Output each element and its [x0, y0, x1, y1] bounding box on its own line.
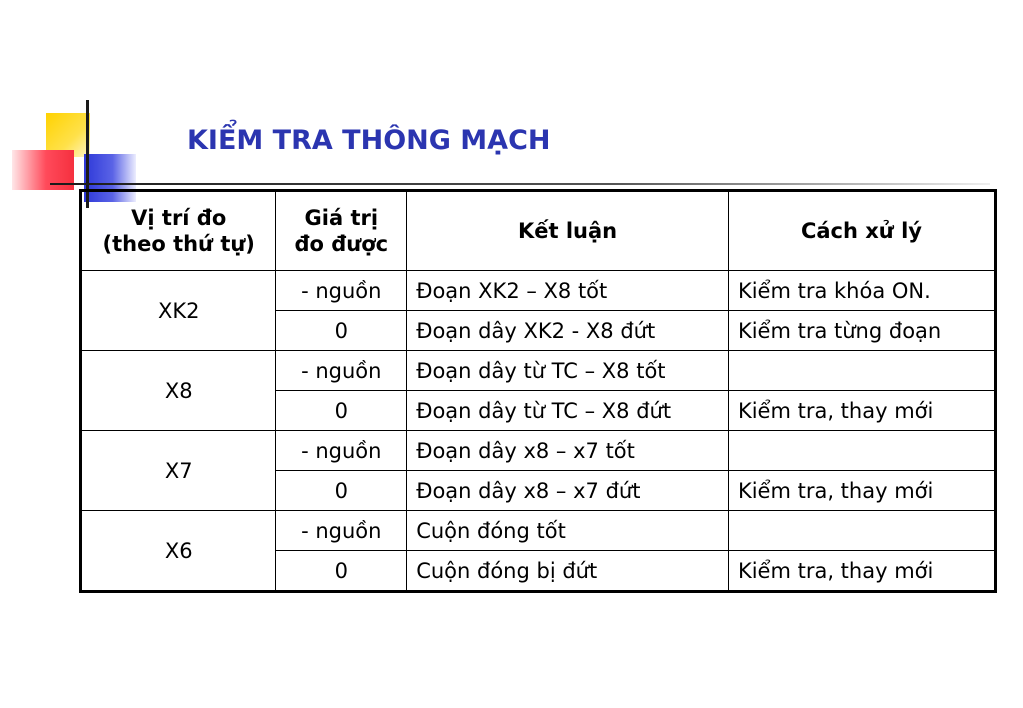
action-cell: Kiểm tra, thay mới [728, 551, 995, 592]
slide-title: KIỂM TRA THÔNG MẠCH [187, 125, 551, 156]
result-cell: Cuộn đóng bị đứt [407, 551, 729, 592]
value-cell: - nguồn [276, 511, 407, 551]
value-cell: 0 [276, 471, 407, 511]
header-action: Cách xử lý [728, 191, 995, 271]
table-row [81, 511, 996, 551]
result-cell: Đoạn XK2 – X8 tốt [407, 271, 729, 311]
continuity-table [79, 189, 997, 593]
header-value [276, 191, 407, 271]
action-cell [728, 511, 995, 551]
result-cell: Đoạn dây x8 – x7 tốt [407, 431, 729, 471]
position-cell: XK2 [81, 271, 276, 351]
action-cell: Kiểm tra từng đoạn [728, 311, 995, 351]
value-cell: - nguồn [276, 431, 407, 471]
header-position [81, 191, 276, 271]
action-cell: Kiểm tra khóa ON. [728, 271, 995, 311]
position-cell: X6 [81, 511, 276, 592]
action-cell [728, 431, 995, 471]
position-cell: X8 [81, 351, 276, 431]
table-header-row [81, 191, 996, 271]
action-cell: Kiểm tra, thay mới [728, 391, 995, 431]
value-cell: 0 [276, 551, 407, 592]
table-row [81, 271, 996, 311]
result-cell: Đoạn dây từ TC – X8 tốt [407, 351, 729, 391]
value-cell: - nguồn [276, 351, 407, 391]
position-cell: X7 [81, 431, 276, 511]
header-value-label: Giá trị [304, 205, 379, 230]
value-cell: 0 [276, 391, 407, 431]
value-cell: - nguồn [276, 271, 407, 311]
decor-horizontal-line [50, 183, 990, 185]
value-cell: 0 [276, 311, 407, 351]
action-cell: Kiểm tra, thay mới [728, 471, 995, 511]
table-row [81, 351, 996, 391]
result-cell: Đoạn dây x8 – x7 đứt [407, 471, 729, 511]
header-value-sub: đo được [294, 232, 389, 256]
result-cell: Đoạn dây XK2 - X8 đứt [407, 311, 729, 351]
result-cell: Đoạn dây từ TC – X8 đứt [407, 391, 729, 431]
action-cell [728, 351, 995, 391]
header-position-sub: (theo thứ tự) [102, 232, 255, 256]
header-result: Kết luận [407, 191, 729, 271]
result-cell: Cuộn đóng tốt [407, 511, 729, 551]
header-position-label: Vị trí đo [131, 205, 227, 230]
table-row [81, 431, 996, 471]
